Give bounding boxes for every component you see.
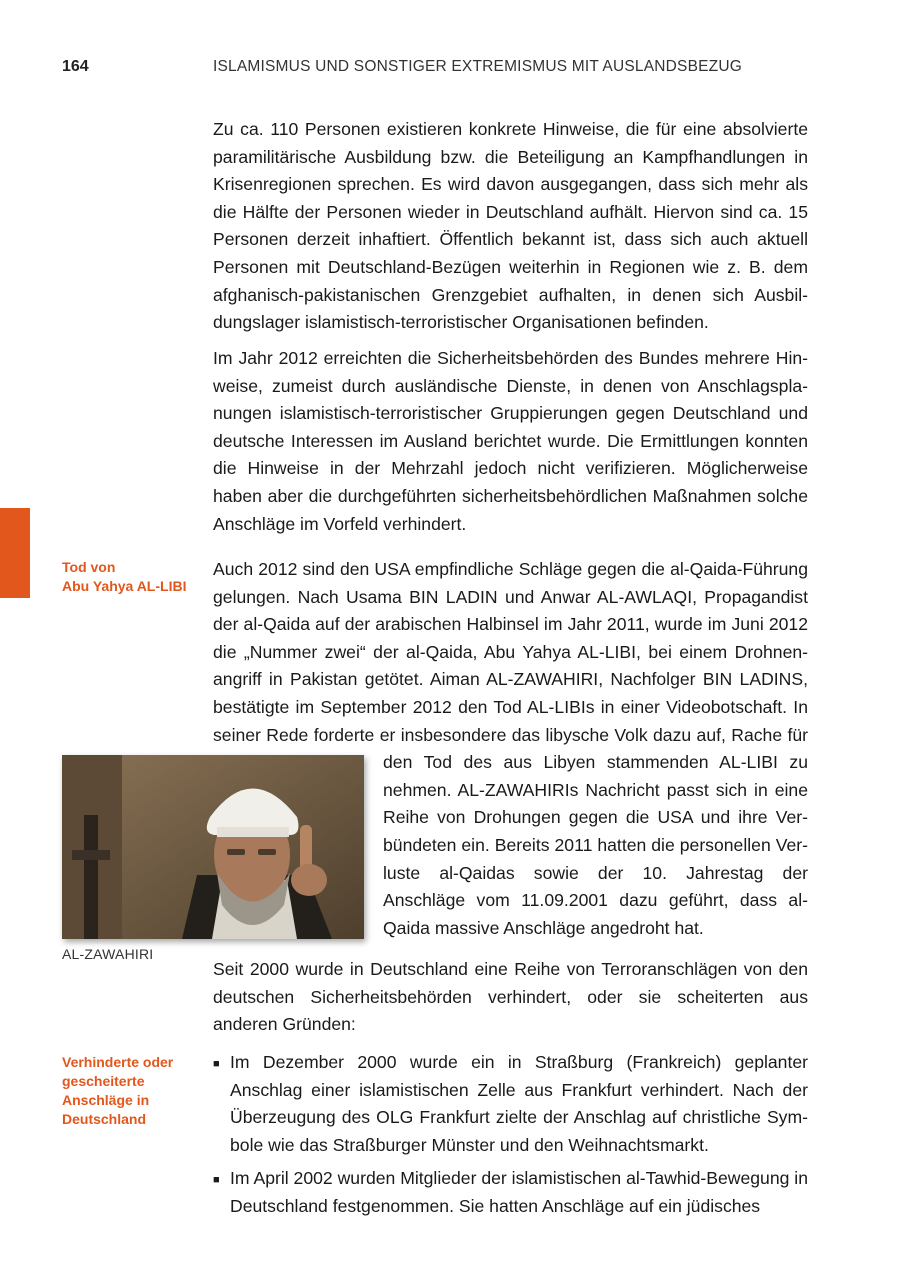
list-item [213, 1049, 808, 1159]
page-number: 164 [62, 58, 89, 75]
margin-note-verhinderte-anschlaege [62, 1053, 202, 1129]
list-item [213, 1165, 808, 1220]
margin-note-tod-von-abu-yahya [62, 558, 202, 596]
photo-al-zawahiri [62, 755, 364, 939]
body-paragraph [213, 956, 808, 1039]
paragraph-text-content: Auch 2012 sind den USA empfindliche Schläge gegen die al-Qaida-Führung gelungen. Nach Usama BIN LADIN und Anwar AL-AWLAQI, Propagandist der al-Qaida auf der arabischen Halbinsel im Jahr 2011, wurde im Juni 2012 die „Nummer zwei“ der al-Qaida, Abu Yahya AL-LIBI, bei einem Drohnenangriff in Pakistan getötet. Aiman AL-ZAWAHIRI, Nachfolger BIN LADINS, bestätigte im September 2012 den Tod AL-LIBIs in einer Videobotschaft. In seiner Rede forderte er insbesondere das libysche Volk dazu auf, Rache für den Tod des aus Libyen stammenden AL-LIBI zu nehmen. AL-ZAWAHIRIs Nachricht passt sich in eine Reihe von Drohungen gegen die USA und ihre Verbündeten ein. Bereits 2011 hatten die personellen Verluste al-Qaidas sowie der 10. Jahrestag der Anschläge vom 11.09.2001 dazu geführt, dass al-Qaida massive Anschläge angedroht hat. [213, 559, 808, 938]
chapter-side-tab [0, 508, 30, 598]
photo-caption: AL-ZAWAHIRI [62, 946, 154, 962]
bullet-square-icon: ■ [213, 1058, 220, 1070]
margin-note-line: Verhinderte oder [62, 1054, 174, 1070]
margin-note-line: Tod von [62, 559, 116, 575]
margin-note-line: Deutschland [62, 1111, 147, 1127]
body-paragraph [213, 345, 808, 538]
bullet-list [213, 1049, 808, 1227]
list-item-text: Im April 2002 wurden Mitglieder der islamistischen al-Tawhid-Bewegung in Deutschland festgenommen. Sie hatten Anschläge auf ein jüdisches [230, 1168, 808, 1216]
margin-note-line: Abu Yahya AL-LIBI [62, 578, 187, 594]
paragraph-text: Zu ca. 110 Personen existieren konkrete Hinweise, die für eine absolvierte paramilitärische Ausbildung bzw. die Beteiligung an Kampfhandlungen in Krisenregionen sprechen. Es wird davon ausgegangen, dass sich mehr als die Hälfte der Personen wieder in Deutschland aufhält. Hiervon sind ca. 15 Personen derzeit inhaftiert. Öffentlich bekannt ist, dass sich auch aktuell Personen mit Deutschland-Bezügen weiterhin in Regionen wie z. B. dem afghanisch-pakistanischen Grenzgebiet aufhalten, in denen sich Ausbildungslager islamistisch-terroristischer Organisationen befinden. [213, 119, 808, 333]
margin-note-line: Anschläge in [62, 1092, 150, 1108]
paragraph-text: Im Jahr 2012 erreichten die Sicherheitsbehörden des Bundes mehrere Hinweise, zumeist durch ausländische Dienste, in denen von Anschlagsplanungen islamistisch-terroristischer Gruppierungen gegen Deutschland und deutsche Interessen im Ausland berichtet wurde. Die Ermittlungen konnten die Hinweise in der Mehrzahl jedoch nicht verifizieren. Möglicherweise haben aber die durchgeführten sicherheitsbehördlichen Maßnahmen solche Anschläge im Vorfeld verhindert. [213, 348, 808, 534]
running-header: ISLAMISMUS UND SONSTIGER EXTREMISMUS MIT AUSLANDSBEZUG [213, 58, 742, 75]
body-paragraph [213, 116, 808, 337]
portrait-illustration [62, 755, 364, 939]
list-item-text: Im Dezember 2000 wurde ein in Straßburg (Frankreich) geplanter Anschlag einer islamistischen Zelle aus Frankfurt verhindert. Nach der Überzeugung des OLG Frankfurt zielte der Anschlag auf christliche Symbole wie das Straßburger Münster und den Weihnachtsmarkt. [230, 1052, 808, 1155]
margin-note-line: gescheiterte [62, 1073, 145, 1089]
bullet-square-icon: ■ [213, 1174, 220, 1187]
paragraph-text: Seit 2000 wurde in Deutschland eine Reihe von Terroranschlägen von den deutschen Sicherheitsbehörden verhindert, oder sie scheiterten aus anderen Gründen: [213, 959, 808, 1035]
